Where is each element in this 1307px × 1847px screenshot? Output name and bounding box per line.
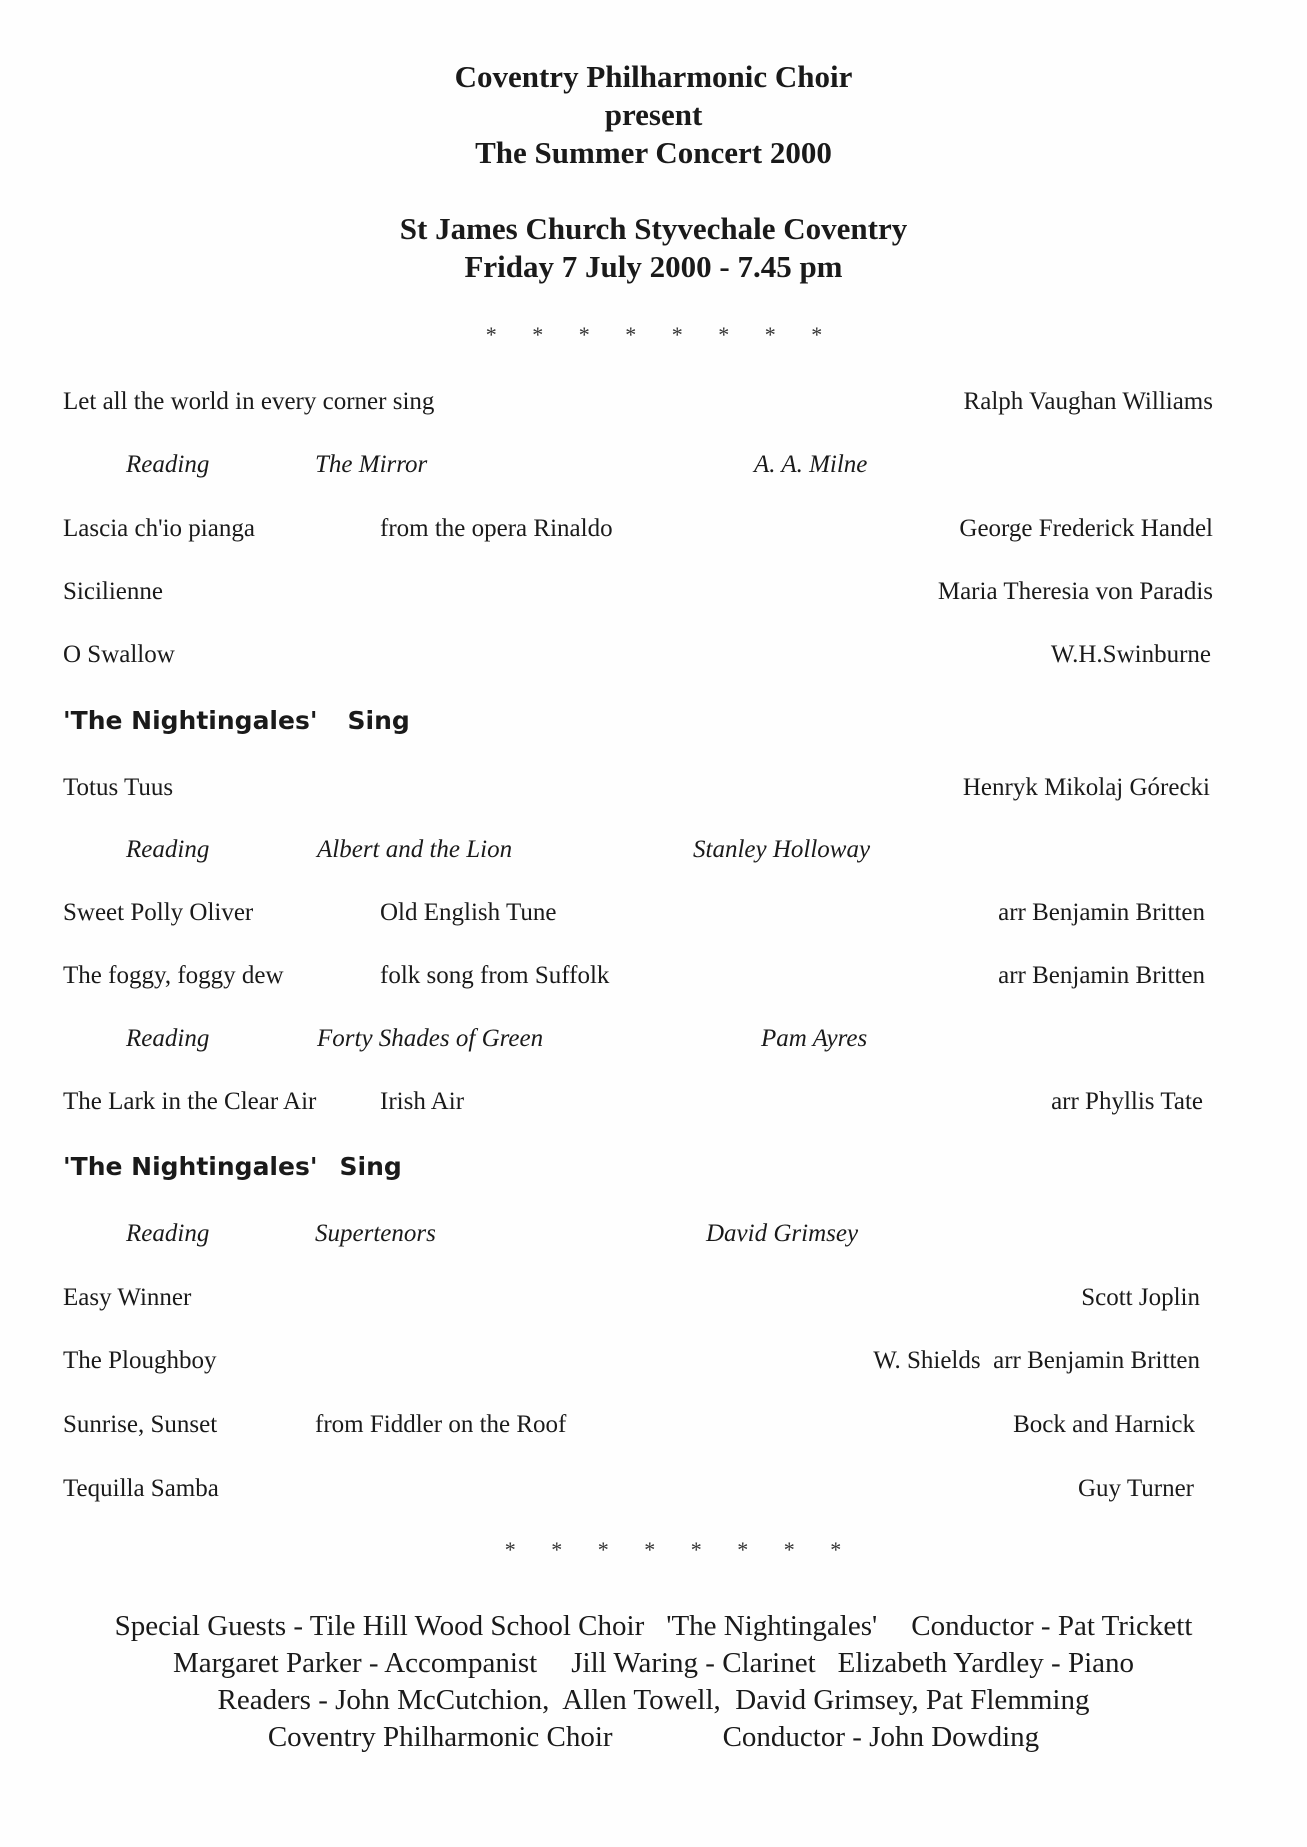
stars-divider-top bbox=[468, 322, 840, 348]
star: * bbox=[504, 1537, 516, 1562]
accompanist: Margaret Parker - Accompanist bbox=[172, 1647, 538, 1679]
present-text: present bbox=[604, 97, 703, 132]
star: * bbox=[690, 1537, 702, 1562]
credits-choir bbox=[0, 1719, 1307, 1756]
composer: Henryk Mikolaj Górecki bbox=[962, 774, 1210, 801]
piece-title: Easy Winner bbox=[63, 1284, 192, 1311]
reading-label: Reading bbox=[126, 836, 210, 863]
reading-title: Albert and the Lion bbox=[317, 836, 513, 863]
piano: Elizabeth Yardley - Piano bbox=[837, 1647, 1135, 1679]
programme-item bbox=[0, 1281, 1307, 1315]
reading-title: The Mirror bbox=[315, 451, 428, 478]
credits bbox=[0, 1608, 1307, 1756]
reading-title: Forty Shades of Green bbox=[317, 1025, 544, 1052]
programme-item bbox=[0, 896, 1307, 930]
piece-title: Tequilla Samba bbox=[63, 1475, 219, 1502]
programme-item bbox=[0, 771, 1307, 805]
reading-item bbox=[0, 1217, 1307, 1251]
piece-title: Sicilienne bbox=[63, 578, 163, 605]
piece-title: Let all the world in every corner sing bbox=[63, 388, 435, 415]
piece-note: Old English Tune bbox=[380, 899, 557, 926]
star: * bbox=[783, 1537, 795, 1562]
piece-title: Sweet Polly Oliver bbox=[63, 899, 254, 926]
piece-title: Sunrise, Sunset bbox=[63, 1411, 218, 1438]
composer: W.H.Swinburne bbox=[1050, 641, 1211, 668]
reading-label: Reading bbox=[126, 1220, 210, 1247]
piece-title: The Ploughboy bbox=[63, 1347, 217, 1374]
clarinet: Jill Waring - Clarinet bbox=[571, 1647, 816, 1679]
piece-note: from the opera Rinaldo bbox=[380, 515, 613, 542]
guests-nightingales: 'The Nightingales' bbox=[666, 1610, 878, 1642]
programme-item bbox=[0, 1472, 1307, 1506]
reading-item bbox=[0, 448, 1307, 482]
star: * bbox=[671, 322, 683, 347]
piece-title: The Lark in the Clear Air bbox=[63, 1088, 317, 1115]
choir-name: Coventry Philharmonic Choir bbox=[454, 59, 853, 94]
star: * bbox=[644, 1537, 656, 1562]
credits-musicians bbox=[0, 1645, 1307, 1682]
piece-note: Irish Air bbox=[380, 1088, 465, 1115]
composer: Maria Theresia von Paradis bbox=[937, 578, 1213, 605]
reading-title: Supertenors bbox=[315, 1220, 436, 1247]
venue: St James Church Styvechale Coventry bbox=[399, 211, 908, 246]
star: * bbox=[551, 1537, 563, 1562]
programme-item bbox=[0, 575, 1307, 609]
piece-title: Lascia ch'io pianga bbox=[63, 515, 255, 542]
sing-word: Sing bbox=[347, 706, 410, 735]
star: * bbox=[830, 1537, 842, 1562]
stars-divider-bottom bbox=[487, 1537, 859, 1563]
credits-guests bbox=[0, 1608, 1307, 1645]
composer: Scott Joplin bbox=[1081, 1284, 1200, 1311]
reading-author: Stanley Holloway bbox=[693, 836, 871, 863]
date-time: Friday 7 July 2000 - 7.45 pm bbox=[464, 249, 843, 284]
star: * bbox=[597, 1537, 609, 1562]
star: * bbox=[578, 322, 590, 347]
composer: W. Shields arr Benjamin Britten bbox=[873, 1347, 1200, 1374]
programme-item bbox=[0, 512, 1307, 546]
sing-word: Sing bbox=[339, 1152, 402, 1181]
credits-readers: Readers - John McCutchion, Allen Towell, David Grimsey, Pat Flemming bbox=[217, 1684, 1090, 1716]
nightingales-name: 'The Nightingales' bbox=[63, 706, 318, 735]
star: * bbox=[532, 322, 544, 347]
reading-item bbox=[0, 1022, 1307, 1056]
reading-author: David Grimsey bbox=[706, 1220, 859, 1247]
composer: George Frederick Handel bbox=[959, 515, 1213, 542]
piece-title: The foggy, foggy dew bbox=[63, 962, 284, 989]
composer: Ralph Vaughan Williams bbox=[963, 388, 1213, 415]
reading-label: Reading bbox=[126, 1025, 210, 1052]
star: * bbox=[737, 1537, 749, 1562]
nightingales-sing-heading bbox=[63, 1150, 402, 1184]
composer: Guy Turner bbox=[1078, 1475, 1194, 1502]
piece-note: from Fiddler on the Roof bbox=[315, 1411, 567, 1438]
composer: arr Benjamin Britten bbox=[998, 962, 1205, 989]
star: * bbox=[764, 322, 776, 347]
guests-choir: Special Guests - Tile Hill Wood School Choir bbox=[114, 1610, 645, 1642]
reading-item bbox=[0, 833, 1307, 867]
piece-title: Totus Tuus bbox=[63, 774, 174, 801]
footer-conductor: Conductor - John Dowding bbox=[722, 1721, 1040, 1753]
programme-item bbox=[0, 1344, 1307, 1378]
star: * bbox=[625, 322, 637, 347]
programme-item bbox=[0, 385, 1307, 419]
guests-conductor: Conductor - Pat Trickett bbox=[911, 1610, 1193, 1642]
concert-title: The Summer Concert 2000 bbox=[475, 135, 832, 170]
programme-item bbox=[0, 959, 1307, 993]
reading-label: Reading bbox=[126, 451, 210, 478]
programme-item bbox=[0, 1408, 1307, 1442]
piece-note: folk song from Suffolk bbox=[380, 962, 610, 989]
venue-header bbox=[0, 210, 1307, 286]
footer-choir: Coventry Philharmonic Choir bbox=[267, 1721, 613, 1753]
nightingales-name: 'The Nightingales' bbox=[63, 1152, 318, 1181]
reading-author: Pam Ayres bbox=[761, 1025, 868, 1052]
composer: Bock and Harnick bbox=[1013, 1411, 1195, 1438]
composer: arr Benjamin Britten bbox=[998, 899, 1205, 926]
composer: arr Phyllis Tate bbox=[1051, 1088, 1203, 1115]
star: * bbox=[485, 322, 497, 347]
star: * bbox=[811, 322, 823, 347]
programme-header bbox=[0, 58, 1307, 172]
star: * bbox=[718, 322, 730, 347]
piece-title: O Swallow bbox=[63, 641, 175, 668]
nightingales-sing-heading bbox=[63, 704, 410, 738]
programme-item bbox=[0, 1085, 1307, 1119]
programme-item bbox=[0, 638, 1307, 672]
reading-author: A. A. Milne bbox=[754, 451, 868, 478]
